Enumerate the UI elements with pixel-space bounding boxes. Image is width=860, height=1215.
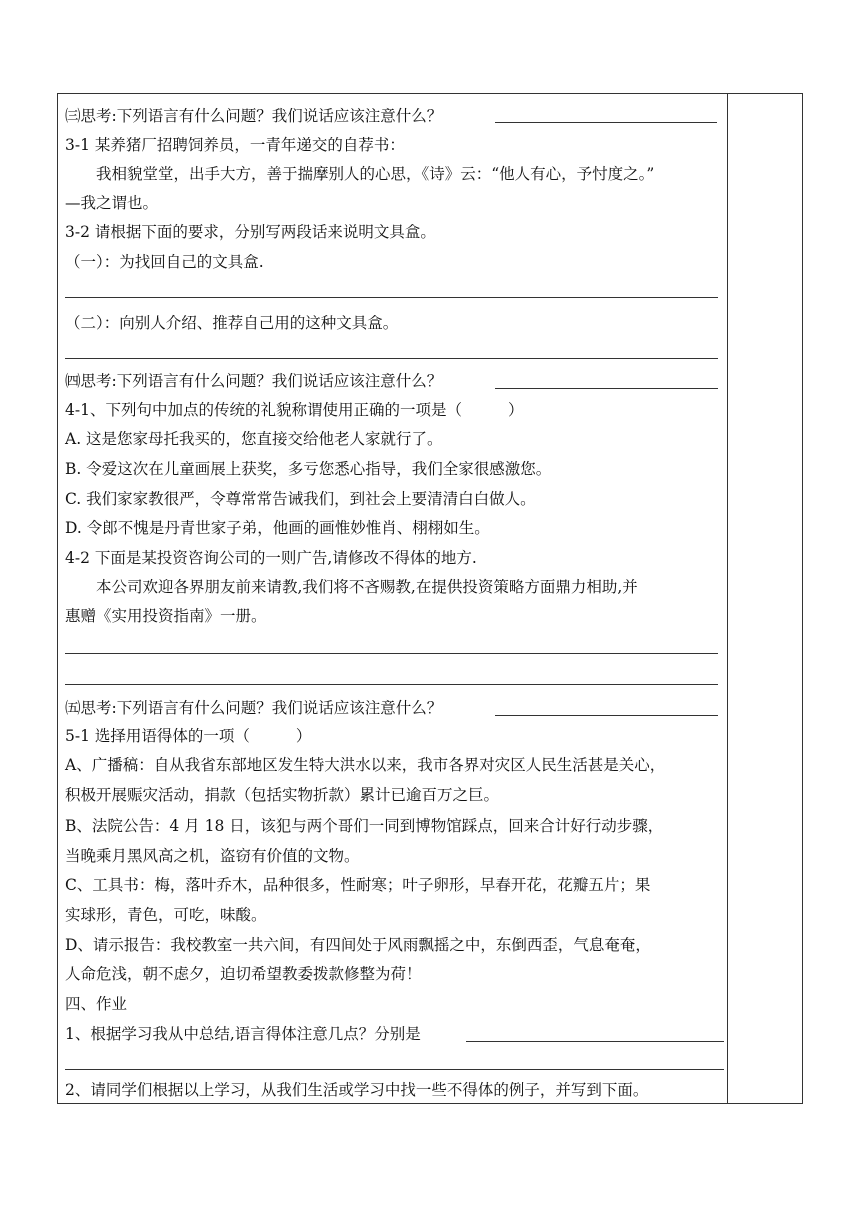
question-3-2: 3-2 请根据下面的要求，分别写两段话来说明文具盒。 [65, 223, 436, 241]
worksheet-table [57, 93, 803, 1104]
option-a: A. 这是您家母托我买的，您直接交给他老人家就行了。 [65, 430, 443, 448]
option-c: C. 我们家家教很严，令尊常常告诫我们，到社会上要清清白白做人。 [65, 490, 536, 508]
question-5-1-text: 5-1 选择用语得体的一项（ [65, 727, 250, 745]
question-5-1-close: ） [295, 727, 312, 745]
question-4-2-body-line2: 惠赠《实用投资指南》一册。 [65, 607, 267, 625]
question-3-2-part-b: （二）：向别人介绍、推荐自己用的这种文具盒。 [65, 314, 399, 332]
question-4-1-text: 4-1、下列句中加点的传统的礼貌称谓使用正确的一项是（ [65, 401, 462, 419]
option-b-line1: B、法院公告：4 月 18 日，该犯与两个哥们一同到博物馆踩点，回来合计好行动步骤， [65, 817, 664, 835]
option-c-line2: 实球形，青色，可吃，味酸。 [65, 906, 267, 924]
question-4-1-close: ） [507, 401, 524, 419]
question-4-2: 4-2 下面是某投资咨询公司的一则广告,请修改不得体的地方. [65, 549, 477, 567]
homework-item-1-blank[interactable] [466, 1041, 724, 1042]
option-b: B. 令爱这次在儿童画展上获奖，多亏您悉心指导，我们全家很感激您。 [65, 460, 552, 478]
section3-answer-blank[interactable] [495, 122, 717, 123]
question-3-2-part-a: （一）：为找回自己的文具盒. [65, 253, 264, 271]
question-4-1 [65, 399, 523, 421]
answer-line[interactable] [65, 653, 718, 654]
section4-answer-blank[interactable] [495, 388, 718, 389]
option-a-line2: 积极开展赈灾活动，捐款（包括实物折款）累计已逾百万之巨。 [65, 786, 500, 804]
question-3-1: 3-1 某养猪厂招聘饲养员，一青年递交的自荐书： [65, 136, 405, 154]
homework-heading: 四、作业 [65, 995, 128, 1013]
option-d: D. 令郎不愧是丹青世家子弟，他画的画惟妙惟肖、栩栩如生。 [65, 519, 490, 537]
section4-heading: ㈣思考:下列语言有什么问题？我们说话应该注意什么？ [65, 372, 443, 390]
section5-heading: ㈤思考:下列语言有什么问题？我们说话应该注意什么？ [65, 699, 443, 717]
section5-answer-blank[interactable] [495, 715, 718, 716]
homework-item-1: 1、根据学习我从中总结,语言得体注意几点？分别是 [65, 1025, 421, 1043]
option-b-line2: 当晚乘月黑风高之机，盗窃有价值的文物。 [65, 847, 360, 865]
question-4-2-body-line1: 本公司欢迎各界朋友前来请教,我们将不吝赐教,在提供投资策略方面鼎力相助,并 [96, 578, 638, 596]
question-3-1-body-line2: —我之谓也。 [65, 194, 159, 212]
option-d-line2: 人命危浅，朝不虑夕，迫切希望教委拨款修整为荷！ [65, 965, 422, 983]
worksheet-content-cell [58, 94, 727, 1103]
question-3-1-body-line1: 我相貌堂堂，出手大方，善于揣摩别人的心思，《诗》云：“他人有心，予忖度之。” [96, 165, 655, 183]
answer-line[interactable] [65, 1069, 724, 1070]
option-c-line1: C、工具书：梅，落叶乔木，品种很多，性耐寒；叶子卵形，早春开花，花瓣五片；果 [65, 876, 651, 894]
option-a-line1: A、广播稿：自从我省东部地区发生特大洪水以来，我市各界对灾区人民生活甚是关心， [65, 756, 666, 774]
option-d-line1: D、请示报告：我校教室一共六间，有四间处于风雨飘摇之中，东倒西歪，气息奄奄， [65, 936, 651, 954]
section3-heading: ㈢思考:下列语言有什么问题？我们说话应该注意什么？ [65, 107, 443, 125]
question-5-1 [65, 725, 311, 747]
column-divider [727, 94, 728, 1103]
homework-item-2: 2、请同学们根据以上学习，从我们生活或学习中找一些不得体的例子，并写到下面。 [65, 1081, 649, 1099]
answer-line[interactable] [65, 297, 718, 298]
answer-line[interactable] [65, 358, 718, 359]
answer-line[interactable] [65, 684, 718, 685]
